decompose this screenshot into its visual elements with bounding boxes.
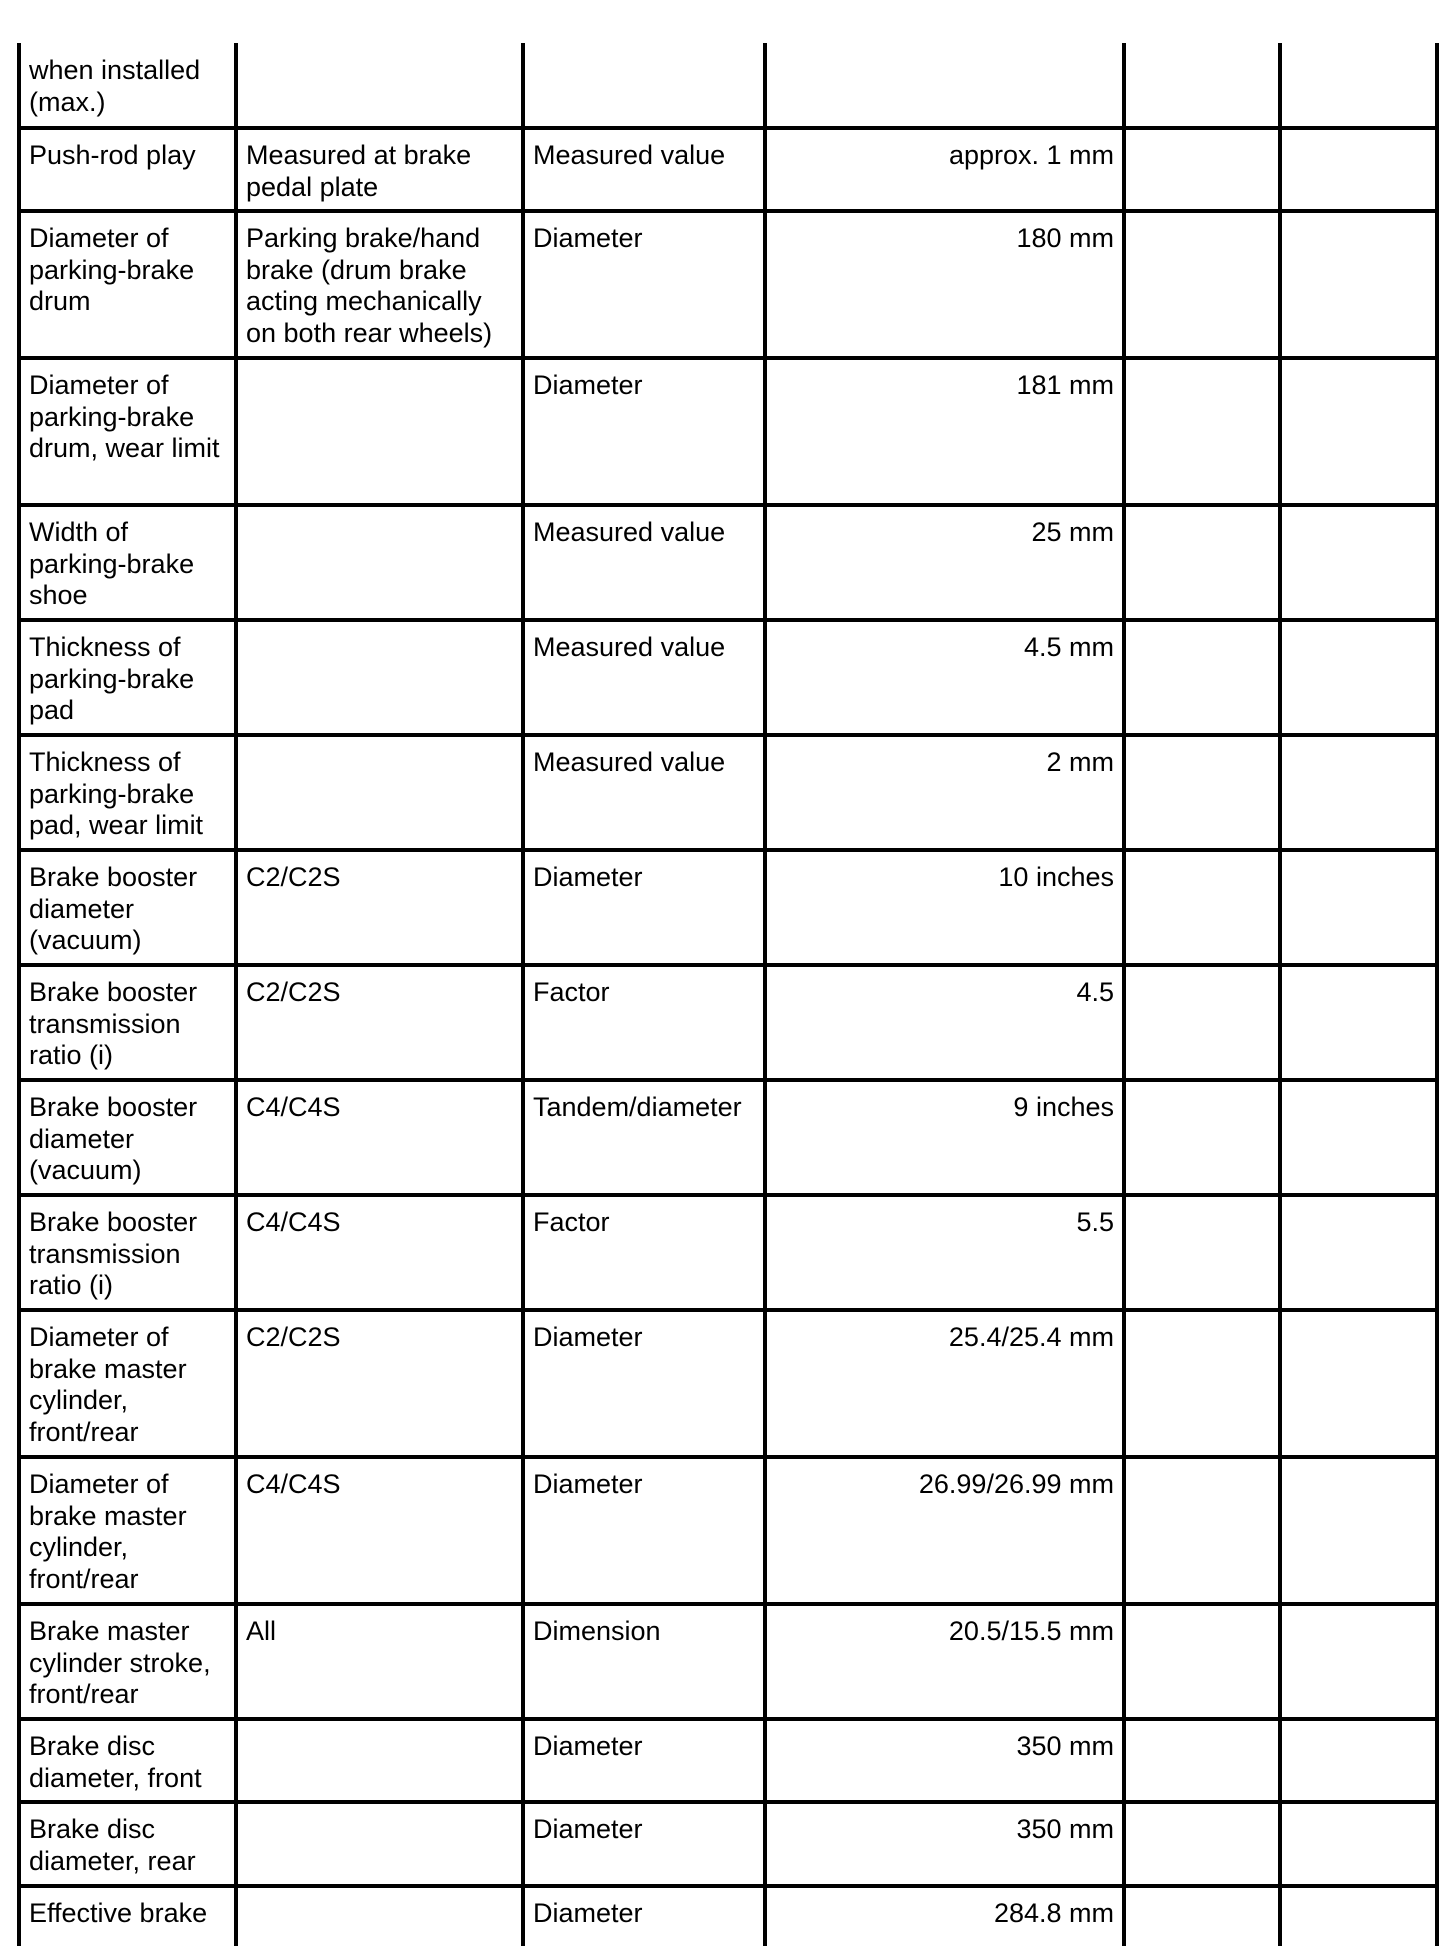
parameter-cell: Diameter of brake master cylinder, front/rear [19, 1457, 236, 1604]
condition-cell [236, 1802, 523, 1886]
value-cell: 350 mm [765, 1802, 1124, 1886]
measure-type-cell: Diameter [523, 1310, 765, 1457]
value-cell: 4.5 [765, 965, 1124, 1080]
empty-cell [1280, 1080, 1437, 1195]
value-cell: 350 mm [765, 1719, 1124, 1802]
empty-cell [1280, 850, 1437, 965]
measure-type-cell: Dimension [523, 1604, 765, 1719]
value-cell: 10 inches [765, 850, 1124, 965]
value-cell: 2 mm [765, 735, 1124, 850]
parameter-cell: Diameter of parking-brake drum [19, 211, 236, 358]
parameter-cell: Brake disc diameter, rear [19, 1802, 236, 1886]
condition-cell: C4/C4S [236, 1080, 523, 1195]
condition-cell [236, 1719, 523, 1802]
parameter-cell: when installed (max.) [19, 43, 236, 128]
parameter-cell: Diameter of brake master cylinder, front/rear [19, 1310, 236, 1457]
empty-cell [1280, 43, 1437, 128]
empty-cell [1280, 505, 1437, 620]
table-row [19, 735, 1437, 850]
value-cell: 4.5 mm [765, 620, 1124, 735]
table-row [19, 620, 1437, 735]
measure-type-cell: Measured value [523, 128, 765, 211]
empty-cell [1124, 211, 1280, 358]
empty-cell [1124, 1080, 1280, 1195]
empty-cell [1124, 1195, 1280, 1310]
table-row [19, 1457, 1437, 1604]
empty-cell [1280, 620, 1437, 735]
empty-cell [1124, 735, 1280, 850]
empty-cell [1280, 1802, 1437, 1886]
value-cell: 25.4/25.4 mm [765, 1310, 1124, 1457]
table-row [19, 1802, 1437, 1886]
value-cell: 26.99/26.99 mm [765, 1457, 1124, 1604]
parameter-cell: Thickness of parking-brake pad, wear limit [19, 735, 236, 850]
condition-cell [236, 43, 523, 128]
measure-type-cell: Diameter [523, 1457, 765, 1604]
parameter-cell: Diameter of parking-brake drum, wear limit [19, 358, 236, 505]
measure-type-cell: Factor [523, 965, 765, 1080]
empty-cell [1280, 1719, 1437, 1802]
parameter-cell: Brake booster transmission ratio (i) [19, 965, 236, 1080]
parameter-cell: Brake disc diameter, front [19, 1719, 236, 1802]
empty-cell [1124, 505, 1280, 620]
condition-cell [236, 620, 523, 735]
parameter-cell: Thickness of parking-brake pad [19, 620, 236, 735]
table-row [19, 505, 1437, 620]
condition-cell [236, 505, 523, 620]
empty-cell [1280, 358, 1437, 505]
table-row [19, 358, 1437, 505]
empty-cell [1124, 1457, 1280, 1604]
condition-cell: C2/C2S [236, 1310, 523, 1457]
condition-cell [236, 358, 523, 505]
value-cell: 284.8 mm [765, 1886, 1124, 1946]
table-row [19, 211, 1437, 358]
condition-cell [236, 735, 523, 850]
empty-cell [1280, 211, 1437, 358]
parameter-cell: Brake master cylinder stroke, front/rear [19, 1604, 236, 1719]
empty-cell [1124, 1719, 1280, 1802]
table-row [19, 43, 1437, 128]
measure-type-cell: Diameter [523, 850, 765, 965]
measure-type-cell: Diameter [523, 211, 765, 358]
table-row [19, 1719, 1437, 1802]
empty-cell [1280, 735, 1437, 850]
condition-cell: Parking brake/hand brake (drum brake acting mechanically on both rear wheels) [236, 211, 523, 358]
parameter-cell: Brake booster transmission ratio (i) [19, 1195, 236, 1310]
measure-type-cell: Factor [523, 1195, 765, 1310]
table-row [19, 1310, 1437, 1457]
condition-cell [236, 1886, 523, 1946]
table-row [19, 1886, 1437, 1946]
parameter-cell: Effective brake [19, 1886, 236, 1946]
table-row [19, 965, 1437, 1080]
condition-cell: Measured at brake pedal plate [236, 128, 523, 211]
value-cell [765, 43, 1124, 128]
parameter-cell: Width of parking-brake shoe [19, 505, 236, 620]
measure-type-cell: Diameter [523, 1802, 765, 1886]
parameter-cell: Brake booster diameter (vacuum) [19, 1080, 236, 1195]
empty-cell [1280, 965, 1437, 1080]
value-cell: approx. 1 mm [765, 128, 1124, 211]
table-row [19, 128, 1437, 211]
empty-cell [1280, 1310, 1437, 1457]
condition-cell: C4/C4S [236, 1457, 523, 1604]
empty-cell [1280, 1195, 1437, 1310]
table-row [19, 850, 1437, 965]
measure-type-cell [523, 43, 765, 128]
empty-cell [1280, 1886, 1437, 1946]
empty-cell [1124, 850, 1280, 965]
measure-type-cell: Measured value [523, 735, 765, 850]
empty-cell [1280, 1457, 1437, 1604]
measure-type-cell: Diameter [523, 1886, 765, 1946]
measure-type-cell: Tandem/diameter [523, 1080, 765, 1195]
table-row [19, 1604, 1437, 1719]
empty-cell [1124, 1802, 1280, 1886]
specification-table [17, 43, 1439, 1946]
table-row [19, 1195, 1437, 1310]
empty-cell [1124, 1604, 1280, 1719]
empty-cell [1124, 1886, 1280, 1946]
condition-cell: C2/C2S [236, 965, 523, 1080]
value-cell: 20.5/15.5 mm [765, 1604, 1124, 1719]
parameter-cell: Push-rod play [19, 128, 236, 211]
specification-table-body [19, 43, 1437, 1946]
condition-cell: C4/C4S [236, 1195, 523, 1310]
value-cell: 180 mm [765, 211, 1124, 358]
condition-cell: C2/C2S [236, 850, 523, 965]
value-cell: 9 inches [765, 1080, 1124, 1195]
measure-type-cell: Diameter [523, 1719, 765, 1802]
value-cell: 25 mm [765, 505, 1124, 620]
measure-type-cell: Diameter [523, 358, 765, 505]
empty-cell [1280, 128, 1437, 211]
empty-cell [1124, 358, 1280, 505]
value-cell: 181 mm [765, 358, 1124, 505]
empty-cell [1124, 43, 1280, 128]
measure-type-cell: Measured value [523, 620, 765, 735]
empty-cell [1124, 620, 1280, 735]
empty-cell [1124, 965, 1280, 1080]
condition-cell: All [236, 1604, 523, 1719]
empty-cell [1280, 1604, 1437, 1719]
empty-cell [1124, 1310, 1280, 1457]
table-row [19, 1080, 1437, 1195]
measure-type-cell: Measured value [523, 505, 765, 620]
value-cell: 5.5 [765, 1195, 1124, 1310]
parameter-cell: Brake booster diameter (vacuum) [19, 850, 236, 965]
empty-cell [1124, 128, 1280, 211]
